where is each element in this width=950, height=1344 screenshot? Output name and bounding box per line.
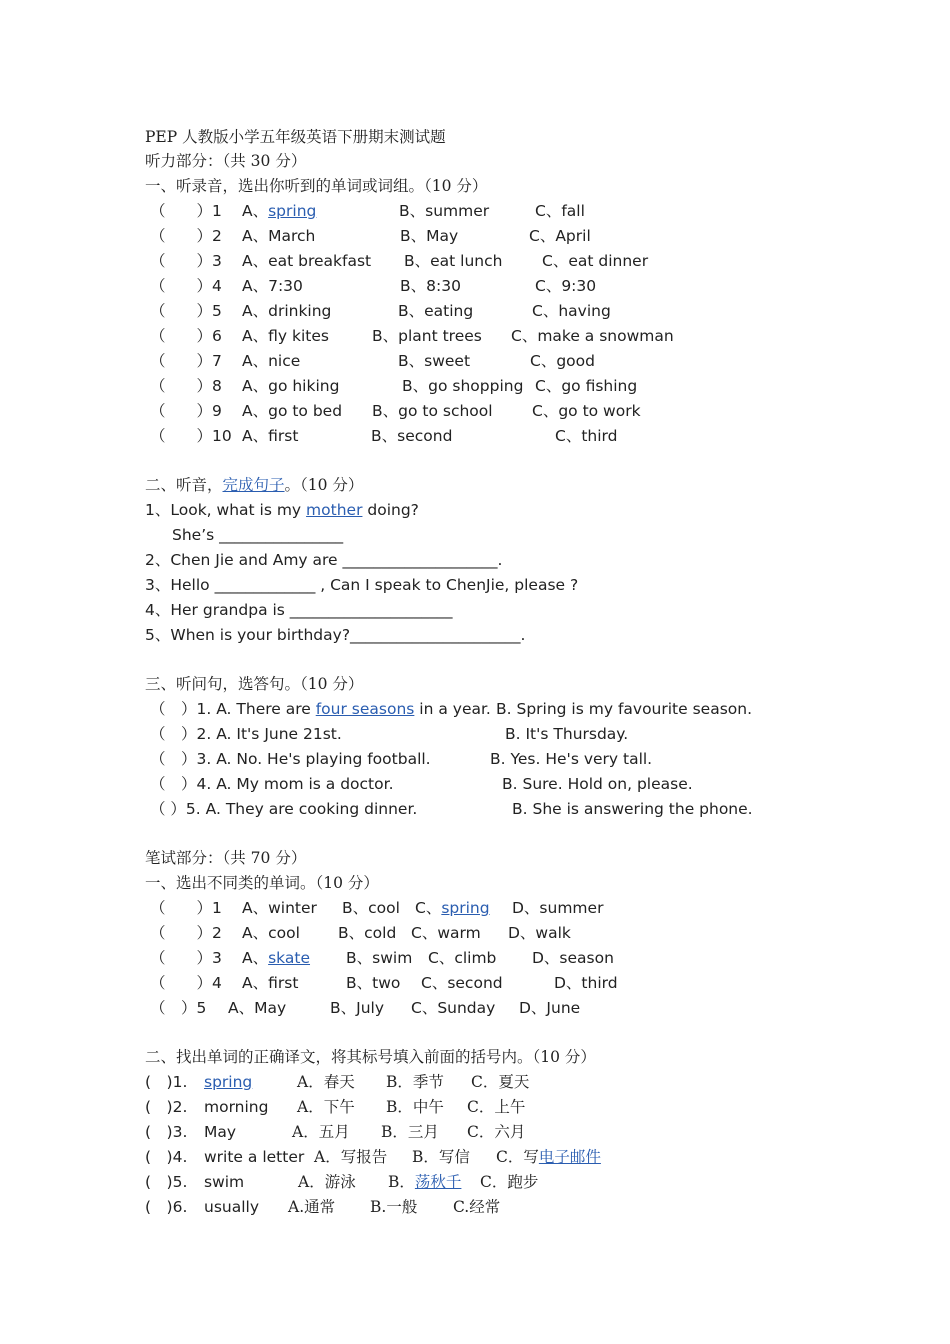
list-item xyxy=(150,973,850,993)
option-b[interactable]: B、go shopping xyxy=(402,377,524,395)
section-title: 二、找出单词的正确译文，将其标号填入前面的括号内。（10 分） xyxy=(145,1048,596,1066)
option-c[interactable]: C、second xyxy=(421,974,503,992)
section-title: 一、听录音，选出你听到的单词或词组。（10 分） xyxy=(145,177,488,195)
option-a[interactable]: （ ）2. A. It's June 21st. xyxy=(150,725,342,743)
option-c[interactable]: C、climb xyxy=(428,949,497,967)
option-c[interactable]: C、fall xyxy=(535,202,585,220)
word-link[interactable]: spring xyxy=(204,1073,253,1091)
word: May xyxy=(204,1123,237,1141)
question[interactable]: 4、Her grandpa is _____________________ xyxy=(145,601,453,619)
option-a[interactable]: A、go to bed xyxy=(242,402,343,420)
list-item xyxy=(145,1197,845,1217)
option-c[interactable]: C．夏天 xyxy=(471,1073,530,1091)
answer-bracket[interactable]: （ ）3 xyxy=(150,949,222,967)
list-item xyxy=(145,1172,845,1192)
option-c[interactable]: C、April xyxy=(529,227,591,245)
question[interactable]: 3、Hello _____________ , Can I speak to ChenJie, please ? xyxy=(145,576,579,594)
list-item xyxy=(150,251,850,271)
answer-line[interactable]: She’s ________________ xyxy=(172,526,344,544)
option-b[interactable]: B．三月 xyxy=(381,1123,439,1141)
option-b[interactable]: B、go to school xyxy=(372,402,493,420)
option-a[interactable]: A．春天 xyxy=(297,1073,355,1091)
answer-bracket[interactable]: ( )5. xyxy=(145,1173,188,1191)
list-item xyxy=(150,749,850,769)
option-b[interactable]: B、swim xyxy=(346,949,413,967)
option-a[interactable]: A、spring xyxy=(242,202,317,220)
list-item xyxy=(150,226,850,246)
list-item xyxy=(150,724,850,744)
list-item xyxy=(145,1097,845,1117)
word: morning xyxy=(204,1098,269,1116)
option-a[interactable]: A、first xyxy=(242,427,299,445)
option-a[interactable]: A、skate xyxy=(242,949,311,967)
option-b[interactable]: B、two xyxy=(346,974,401,992)
option-c[interactable]: C、third xyxy=(555,427,618,445)
option-b[interactable]: B、cool xyxy=(342,899,400,917)
option-a[interactable]: A.通常 xyxy=(288,1198,336,1216)
link[interactable]: spring xyxy=(268,202,317,220)
option-a[interactable]: A．下午 xyxy=(297,1098,355,1116)
option-b[interactable]: B. Spring is my favourite season. xyxy=(496,700,753,718)
list-item xyxy=(150,923,850,943)
section-title: 一、选出不同类的单词。（10 分） xyxy=(145,874,379,892)
list-item xyxy=(150,401,850,421)
option-a[interactable]: A、eat breakfast xyxy=(242,252,372,270)
answer-bracket[interactable]: （ ）3 xyxy=(150,252,222,270)
link[interactable]: 荡秋千 xyxy=(414,1173,462,1191)
option-c[interactable]: C．写电子邮件 xyxy=(496,1148,601,1166)
question[interactable]: 5、When is your birthday?______________________. xyxy=(145,626,526,644)
word: swim xyxy=(204,1173,245,1191)
word: write a letter xyxy=(204,1148,305,1166)
list-item xyxy=(150,426,850,446)
option-c[interactable]: C、make a snowman xyxy=(511,327,674,345)
link[interactable]: 完成句子 xyxy=(222,476,285,494)
list-item xyxy=(150,948,850,968)
option-a[interactable]: （ ）5. A. They are cooking dinner. xyxy=(150,800,418,818)
list-item xyxy=(145,1122,845,1142)
option-b[interactable]: B、plant trees xyxy=(372,327,482,345)
option-b[interactable]: B、8:30 xyxy=(400,277,461,295)
option-c[interactable]: C、spring xyxy=(415,899,490,917)
option-a[interactable]: A．游泳 xyxy=(298,1173,356,1191)
answer-bracket[interactable]: （ ）5 xyxy=(150,999,207,1017)
list-item xyxy=(150,201,850,221)
option-c[interactable]: C、go fishing xyxy=(535,377,638,395)
option-b[interactable]: B、sweet xyxy=(398,352,471,370)
option-b[interactable]: B. Sure. Hold on, please. xyxy=(502,775,693,793)
option-a[interactable]: A、first xyxy=(242,974,299,992)
answer-bracket[interactable]: （ ）2 xyxy=(150,227,222,245)
option-c[interactable]: C.经常 xyxy=(453,1198,501,1216)
option-c[interactable]: C．六月 xyxy=(467,1123,526,1141)
option-b[interactable]: B．写信 xyxy=(412,1148,470,1166)
option-a[interactable]: （ ）3. A. No. He's playing football. xyxy=(150,750,431,768)
answer-bracket[interactable]: （ ）6 xyxy=(150,327,222,345)
option-b[interactable]: B.一般 xyxy=(370,1198,418,1216)
answer-bracket[interactable]: （ ）4 xyxy=(150,277,222,295)
option-a[interactable]: A．五月 xyxy=(292,1123,350,1141)
option-c[interactable]: C、warm xyxy=(411,924,481,942)
option-a[interactable]: A．写报告 xyxy=(314,1148,388,1166)
option-c[interactable]: C、good xyxy=(530,352,595,370)
option-b[interactable]: B、cold xyxy=(338,924,397,942)
list-item xyxy=(150,799,850,819)
page-title: PEP 人教版小学五年级英语下册期末测试题 xyxy=(145,128,446,146)
list-item xyxy=(150,699,850,719)
option-d[interactable]: D、summer xyxy=(512,899,604,917)
answer-bracket[interactable]: ( )1. xyxy=(145,1073,188,1091)
option-c[interactable]: C、9:30 xyxy=(535,277,597,295)
question[interactable]: 2、Chen Jie and Amy are ____________________. xyxy=(145,551,503,569)
answer-bracket[interactable]: （ ）9 xyxy=(150,402,222,420)
option-b[interactable]: B．荡秋千 xyxy=(388,1173,462,1191)
section-title: 三、听问句，选答句。（10 分） xyxy=(145,675,364,693)
option-a[interactable]: A、winter xyxy=(242,899,317,917)
answer-bracket[interactable]: ( )6. xyxy=(145,1198,188,1216)
answer-bracket[interactable]: （ ）7 xyxy=(150,352,222,370)
option-d[interactable]: D、walk xyxy=(508,924,571,942)
option-b[interactable]: B、second xyxy=(371,427,453,445)
answer-bracket[interactable]: （ ）8 xyxy=(150,377,222,395)
option-b[interactable]: B. Yes. He's very tall. xyxy=(490,750,653,768)
option-b[interactable]: B. It's Thursday. xyxy=(505,725,629,743)
option-a[interactable]: A、fly kites xyxy=(242,327,329,345)
link[interactable]: mother xyxy=(306,501,363,519)
answer-bracket[interactable]: ( )3. xyxy=(145,1123,188,1141)
list-item xyxy=(150,276,850,296)
word: usually xyxy=(204,1198,260,1216)
list-item xyxy=(150,998,850,1018)
option-b[interactable]: B、eating xyxy=(398,302,474,320)
option-a[interactable]: A、go hiking xyxy=(242,377,340,395)
listening-header: 听力部分：（共 30 分） xyxy=(145,152,307,170)
option-c[interactable]: C．跑步 xyxy=(480,1173,539,1191)
option-a[interactable]: A、nice xyxy=(242,352,301,370)
option-a[interactable]: A、7:30 xyxy=(242,277,303,295)
option-c[interactable]: C、go to work xyxy=(532,402,641,420)
list-item xyxy=(150,898,850,918)
answer-bracket[interactable]: ( )2. xyxy=(145,1098,188,1116)
option-a[interactable]: A、cool xyxy=(242,924,300,942)
list-item xyxy=(150,326,850,346)
option-b[interactable]: B．季节 xyxy=(386,1073,444,1091)
option-b[interactable]: B、summer xyxy=(399,202,490,220)
writing-header: 笔试部分：（共 70 分） xyxy=(145,849,307,867)
list-item xyxy=(150,301,850,321)
list-item xyxy=(150,774,850,794)
option-b[interactable]: B、July xyxy=(330,999,385,1017)
option-d[interactable]: D、third xyxy=(554,974,618,992)
option-c[interactable]: C．上午 xyxy=(467,1098,526,1116)
option-c[interactable]: C、eat dinner xyxy=(542,252,649,270)
option-b[interactable]: B、eat lunch xyxy=(404,252,503,270)
option-a[interactable]: A、drinking xyxy=(242,302,332,320)
option-b[interactable]: B、May xyxy=(400,227,459,245)
answer-bracket[interactable]: （ ）10 xyxy=(150,427,232,445)
answer-bracket[interactable]: （ ）5 xyxy=(150,302,222,320)
answer-bracket[interactable]: （ ）4 xyxy=(150,974,222,992)
list-item xyxy=(145,1147,845,1167)
list-item xyxy=(145,1072,845,1092)
option-a[interactable]: A、May xyxy=(228,999,287,1017)
option-c[interactable]: C、having xyxy=(532,302,611,320)
answer-bracket[interactable]: （ ）1 xyxy=(150,202,222,220)
link[interactable]: four seasons xyxy=(315,700,415,718)
option-a[interactable]: A、March xyxy=(242,227,316,245)
option-b[interactable]: B．中午 xyxy=(386,1098,444,1116)
link[interactable]: 电子邮件 xyxy=(538,1148,601,1166)
option-b[interactable]: B. She is answering the phone. xyxy=(512,800,753,818)
link[interactable]: skate xyxy=(268,949,311,967)
list-item xyxy=(150,351,850,371)
section-title: 二、听音，完成句子。（10 分） xyxy=(145,476,364,494)
option-a[interactable]: （ ）1. A. There are four seasons in a year. xyxy=(150,700,491,718)
answer-bracket[interactable]: （ ）2 xyxy=(150,924,222,942)
link[interactable]: spring xyxy=(441,899,490,917)
option-a[interactable]: （ ）4. A. My mom is a doctor. xyxy=(150,775,394,793)
option-c[interactable]: C、Sunday xyxy=(411,999,496,1017)
answer-bracket[interactable]: ( )4. xyxy=(145,1148,188,1166)
option-d[interactable]: D、June xyxy=(519,999,581,1017)
list-item xyxy=(150,376,850,396)
question: 1、Look, what is my mother doing? xyxy=(145,501,419,519)
answer-bracket[interactable]: （ ）1 xyxy=(150,899,222,917)
option-d[interactable]: D、season xyxy=(532,949,614,967)
